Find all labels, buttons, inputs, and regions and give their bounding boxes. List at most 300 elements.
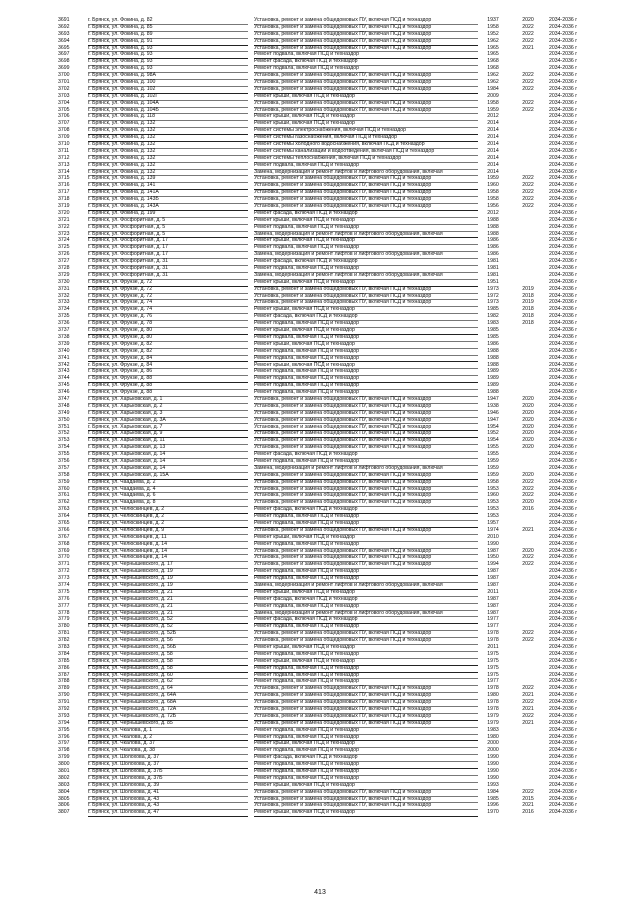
row-number: 3800	[58, 761, 70, 768]
row-work-type: Ремонт системы теплоснабжения, включая ПСД и техназдор	[254, 155, 478, 163]
row-number: 3719	[58, 203, 70, 210]
row-build-year: 2014	[487, 127, 499, 134]
row-number: 3720	[58, 209, 70, 216]
row-number: 3725	[58, 244, 70, 251]
row-build-year: 1953	[487, 506, 499, 513]
row-number: 3715	[58, 175, 70, 182]
row-work-type: Ремонт системы газоснабжения, включая ПСД и техназдор	[254, 134, 478, 142]
row-build-year: 1985	[487, 795, 499, 802]
row-work-type: Ремонт подвала, включая ПСД и техназдор	[254, 65, 478, 73]
row-work-type: Ремонт фасада, включая ПСД и техназдор	[254, 58, 478, 66]
row-address: г. Брянск, ул. Фокина, д. 143А	[88, 203, 248, 211]
row-build-year: 1947	[487, 416, 499, 423]
row-address: г. Брянск, ул. Чаадаева, д. 4	[88, 486, 248, 494]
row-number: 3695	[58, 44, 70, 51]
row-number: 3741	[58, 354, 70, 361]
row-address: г. Брянск, ул. Чаадаева, д. 6	[88, 492, 248, 500]
row-last-repair-year: 2022	[522, 85, 534, 92]
row-planned-period: 2034-2036 г	[549, 451, 578, 458]
row-number: 3704	[58, 99, 70, 106]
row-work-type: Установка, ремонт и замена общедомовых ПУ, включая ПСД и техназдор	[254, 286, 478, 294]
row-planned-period: 2034-2036 г	[549, 313, 578, 320]
table-row	[58, 224, 588, 231]
row-number: 3750	[58, 416, 70, 423]
table-row	[58, 451, 588, 458]
row-address: г. Брянск, ул. Челюскинцев, д. 2	[88, 506, 248, 514]
table-row	[58, 809, 588, 816]
table-row	[58, 93, 588, 100]
row-build-year: 1984	[487, 788, 499, 795]
table-row	[58, 520, 588, 527]
row-address: г. Брянск, ул. Чернышевского, д. 21	[88, 589, 248, 597]
row-build-year: 1988	[487, 216, 499, 223]
row-build-year: 2009	[487, 92, 499, 99]
table-row	[58, 86, 588, 93]
row-last-repair-year: 2016	[522, 506, 534, 513]
table-row	[58, 410, 588, 417]
row-work-type: Ремонт подвала, включая ПСД и техназдор	[254, 603, 478, 611]
row-planned-period: 2034-2036 г	[549, 402, 578, 409]
table-row	[58, 623, 588, 630]
row-work-type: Установка, ремонт и замена общедомовых ПУ, включая ПСД и техназдор	[254, 403, 478, 411]
row-planned-period: 2034-2036 г	[549, 533, 578, 540]
row-number: 3773	[58, 575, 70, 582]
row-number: 3738	[58, 333, 70, 340]
row-number: 3781	[58, 630, 70, 637]
row-build-year: 2014	[487, 120, 499, 127]
row-number: 3705	[58, 106, 70, 113]
row-last-repair-year: 2022	[522, 189, 534, 196]
row-address: г. Брянск, ул. Чернышевского, д. 64	[88, 685, 248, 693]
row-work-type: Установка, ремонт и замена общедомовых ПУ, включая ПСД и техназдор	[254, 17, 478, 25]
row-build-year: 1981	[487, 258, 499, 265]
row-work-type: Установка, ремонт и замена общедомовых ПУ, включая ПСД и техназдор	[254, 45, 478, 53]
table-row	[58, 375, 588, 382]
row-build-year: 1959	[487, 175, 499, 182]
row-last-repair-year: 2022	[522, 554, 534, 561]
row-planned-period: 2034-2036 г	[549, 437, 578, 444]
row-address: г. Брянск, ул. Фрунзе, д. 74	[88, 306, 248, 314]
row-build-year: 1955	[487, 451, 499, 458]
row-number: 3729	[58, 271, 70, 278]
table-row	[58, 554, 588, 561]
row-work-type: Ремонт подвала, включая ПСД и техназдор	[254, 355, 478, 363]
row-address: г. Брянск, ул. Фрунзе, д. 88	[88, 389, 248, 397]
row-build-year: 1986	[487, 340, 499, 347]
row-number: 3797	[58, 740, 70, 747]
row-planned-period: 2034-2036 г	[549, 175, 578, 182]
row-planned-period: 2034-2036 г	[549, 692, 578, 699]
row-address: г. Брянск, ул. Чернышевского, д. 62	[88, 678, 248, 686]
row-number: 3703	[58, 92, 70, 99]
row-work-type: Установка, ремонт и замена общедомовых ПУ, включая ПСД и техназдор	[254, 175, 478, 183]
row-work-type: Ремонт крыши, включая ПСД и техназдор	[254, 306, 478, 314]
row-planned-period: 2034-2036 г	[549, 209, 578, 216]
row-number: 3718	[58, 196, 70, 203]
table-row	[58, 79, 588, 86]
table-row	[58, 761, 588, 768]
row-number: 3765	[58, 519, 70, 526]
row-number: 3721	[58, 216, 70, 223]
row-work-type: Ремонт подвала, включая ПСД и техназдор	[254, 513, 478, 521]
row-last-repair-year: 2020	[522, 499, 534, 506]
row-build-year: 1955	[487, 444, 499, 451]
table-row	[58, 734, 588, 741]
row-planned-period: 2034-2036 г	[549, 85, 578, 92]
row-address: г. Брянск, ул. Чернышевского, д. 64А	[88, 692, 248, 700]
table-row	[58, 175, 588, 182]
row-build-year: 2014	[487, 147, 499, 154]
row-last-repair-year: 2022	[522, 478, 534, 485]
row-address: г. Брянск, ул. Чернышевского, д. 58	[88, 665, 248, 673]
row-planned-period: 2034-2036 г	[549, 747, 578, 754]
table-row	[58, 341, 588, 348]
row-address: г. Брянск, ул. Чернышевского, д. 19	[88, 575, 248, 583]
row-work-type: Ремонт крыши, включая ПСД и техназдор	[254, 362, 478, 370]
row-number: 3746	[58, 389, 70, 396]
row-planned-period: 2034-2036 г	[549, 23, 578, 30]
row-planned-period: 2034-2036 г	[549, 781, 578, 788]
row-address: г. Брянск, ул. Фрунзе, д. 84	[88, 355, 248, 363]
table-row	[58, 465, 588, 472]
row-build-year: 1979	[487, 712, 499, 719]
row-build-year: 2010	[487, 533, 499, 540]
row-last-repair-year: 2020	[522, 423, 534, 430]
row-address: г. Брянск, ул. Фрунзе, д. 88	[88, 375, 248, 383]
row-planned-period: 2034-2036 г	[549, 774, 578, 781]
row-number: 3708	[58, 127, 70, 134]
table-row	[58, 492, 588, 499]
row-build-year: 1987	[487, 602, 499, 609]
table-row	[58, 630, 588, 637]
row-planned-period: 2034-2036 г	[549, 230, 578, 237]
table-row	[58, 100, 588, 107]
row-build-year: 1988	[487, 347, 499, 354]
row-address: г. Брянск, ул. Челюскинцев, д. 14	[88, 554, 248, 562]
row-build-year: 1985	[487, 327, 499, 334]
row-build-year: 1985	[487, 306, 499, 313]
row-planned-period: 2034-2036 г	[549, 79, 578, 85]
table-row	[58, 713, 588, 720]
table-row	[58, 293, 588, 300]
row-last-repair-year: 2022	[522, 699, 534, 706]
row-address: г. Брянск, ул. Чернышевского, д. 52	[88, 623, 248, 631]
row-work-type: Ремонт подвала, включая ПСД и техназдор	[254, 520, 478, 528]
row-address: г. Брянск, ул. Фокина, д. 118	[88, 113, 248, 121]
row-number: 3747	[58, 395, 70, 402]
table-row	[58, 279, 588, 286]
row-number: 3717	[58, 189, 70, 196]
table-row	[58, 120, 588, 127]
row-address: г. Брянск, ул. Харьковская, д. 15А	[88, 472, 248, 480]
row-planned-period: 2034-2036 г	[549, 699, 578, 706]
row-work-type: Ремонт крыши, включая ПСД и техназдор	[254, 740, 478, 748]
row-build-year: 1959	[487, 457, 499, 464]
row-work-type: Установка, ремонт и замена общедомовых ПУ, включая ПСД и техназдор	[254, 796, 478, 804]
row-address: г. Брянск, ул. Фрунзе, д. 80	[88, 334, 248, 342]
row-planned-period: 2034-2036 г	[549, 375, 578, 382]
row-build-year: 1937	[487, 17, 499, 23]
row-planned-period: 2034-2036 г	[549, 306, 578, 313]
row-work-type: Ремонт крыши, включая ПСД и техназдор	[254, 782, 478, 790]
table-row	[58, 58, 588, 65]
row-planned-period: 2034-2036 г	[549, 575, 578, 582]
row-planned-period: 2034-2036 г	[549, 761, 578, 768]
row-address: г. Брянск, ул. Чкалова, д. 37	[88, 740, 248, 748]
row-work-type: Установка, ремонт и замена общедомовых ПУ, включая ПСД и техназдор	[254, 637, 478, 645]
row-number: 3779	[58, 616, 70, 623]
table-row	[58, 148, 588, 155]
table-row	[58, 561, 588, 568]
row-address: г. Брянск, ул. Фрунзе, д. 80	[88, 327, 248, 335]
row-address: г. Брянск, ул. Челюскинцев, д. 9	[88, 527, 248, 535]
row-build-year: 1958	[487, 23, 499, 30]
row-number: 3735	[58, 313, 70, 320]
row-last-repair-year: 2018	[522, 306, 534, 313]
row-work-type: Установка, ремонт и замена общедомовых ПУ, включая ПСД и техназдор	[254, 479, 478, 487]
row-number: 3783	[58, 643, 70, 650]
row-number: 3699	[58, 65, 70, 72]
row-work-type: Ремонт подвала, включая ПСД и техназдор	[254, 575, 478, 583]
row-work-type: Установка, ремонт и замена общедомовых ПУ, включая ПСД и техназдор	[254, 79, 478, 87]
row-planned-period: 2034-2036 г	[549, 271, 578, 278]
row-work-type: Ремонт системы канализации и водоотведения, включая ПСД и техназдор	[254, 148, 478, 156]
row-number: 3712	[58, 154, 70, 161]
row-work-type: Установка, ремонт и замена общедомовых ПУ, включая ПСД и техназдор	[254, 699, 478, 707]
row-address: г. Брянск, ул. Фокина, д. 132	[88, 141, 248, 149]
row-work-type: Ремонт системы электроснабжения, включая ПСД и техназдор	[254, 127, 478, 135]
row-last-repair-year: 2021	[522, 692, 534, 699]
table-row	[58, 802, 588, 809]
row-last-repair-year: 2022	[522, 630, 534, 637]
table-row	[58, 616, 588, 623]
row-work-type: Установка, ремонт и замена общедомовых ПУ, включая ПСД и техназдор	[254, 189, 478, 197]
row-number: 3711	[58, 147, 70, 154]
row-address: г. Брянск, ул. Чернышевского, д. 21	[88, 610, 248, 618]
row-address: г. Брянск, ул. Фокина, д. 82	[88, 17, 248, 25]
row-address: г. Брянск, ул. Чернышевского, д. 56Б	[88, 644, 248, 652]
row-last-repair-year: 2020	[522, 471, 534, 478]
row-build-year: 1987	[487, 595, 499, 602]
row-planned-period: 2034-2036 г	[549, 189, 578, 196]
row-work-type: Установка, ремонт и замена общедомовых ПУ, включая ПСД и техназдор	[254, 430, 478, 438]
table-row	[58, 196, 588, 203]
row-build-year: 1970	[487, 809, 499, 816]
row-number: 3804	[58, 788, 70, 795]
row-address: г. Брянск, ул. Фокина, д. 100	[88, 79, 248, 87]
row-build-year: 1986	[487, 244, 499, 251]
row-address: г. Брянск, ул. Чернышевского, д. 58	[88, 658, 248, 666]
row-number: 3788	[58, 678, 70, 685]
row-work-type: Установка, ремонт и замена общедомовых ПУ, включая ПСД и техназдор	[254, 561, 478, 569]
row-work-type: Установка, ремонт и замена общедомовых ПУ, включая ПСД и техназдор	[254, 472, 478, 480]
row-planned-period: 2034-2036 г	[549, 706, 578, 712]
table-row	[58, 430, 588, 437]
row-planned-period: 2034-2036 г	[549, 168, 578, 175]
row-work-type: Ремонт крыши, включая ПСД и техназдор	[254, 327, 478, 335]
row-address: г. Брянск, ул. Чернышевского, д. 60	[88, 672, 248, 680]
row-work-type: Ремонт фасада, включая ПСД и техназдор	[254, 754, 478, 762]
row-build-year: 1996	[487, 802, 499, 809]
row-planned-period: 2034-2036 г	[549, 37, 578, 44]
row-build-year: 1987	[487, 547, 499, 554]
row-work-type: Ремонт крыши, включая ПСД и техназдор	[254, 120, 478, 128]
row-address: г. Брянск, ул. Фокина, д. 132	[88, 162, 248, 170]
table-row	[58, 313, 588, 320]
row-build-year: 1947	[487, 395, 499, 402]
row-address: г. Брянск, ул. Челюскинцев, д. 14	[88, 541, 248, 549]
row-planned-period: 2034-2036 г	[549, 30, 578, 37]
row-build-year: 1982	[487, 313, 499, 320]
row-work-type: Ремонт фасада, включая ПСД и техназдор	[254, 210, 478, 218]
row-address: г. Брянск, ул. Фокина, д. 89	[88, 31, 248, 39]
row-number: 3789	[58, 685, 70, 692]
table-row	[58, 672, 588, 679]
row-planned-period: 2034-2036 г	[549, 588, 578, 595]
row-work-type: Установка, ремонт и замена общедомовых ПУ, включая ПСД и техназдор	[254, 486, 478, 494]
row-build-year: 1956	[487, 203, 499, 210]
row-planned-period: 2034-2036 г	[549, 182, 578, 189]
row-planned-period: 2034-2036 г	[549, 58, 578, 65]
row-work-type: Ремонт подвала, включая ПСД и техназдор	[254, 320, 478, 328]
row-planned-period: 2034-2036 г	[549, 141, 578, 148]
table-row	[58, 548, 588, 555]
row-build-year: 2000	[487, 740, 499, 747]
row-build-year: 1952	[487, 30, 499, 37]
row-address: г. Брянск, ул. Фокина, д. 199	[88, 210, 248, 218]
row-last-repair-year: 2022	[522, 712, 534, 719]
row-planned-period: 2034-2036 г	[549, 244, 578, 251]
row-work-type: Установка, ремонт и замена общедомовых ПУ, включая ПСД и техназдор	[254, 107, 478, 115]
row-planned-period: 2034-2036 г	[549, 685, 578, 692]
row-last-repair-year: 2020	[522, 395, 534, 402]
row-address: г. Брянск, ул. Челюскинцев, д. 11	[88, 534, 248, 542]
row-work-type: Установка, ремонт и замена общедомовых ПУ, включая ПСД и техназдор	[254, 437, 478, 445]
row-planned-period: 2034-2036 г	[549, 664, 578, 671]
row-build-year: 1994	[487, 561, 499, 568]
row-last-repair-year: 2020	[522, 17, 534, 23]
row-work-type: Ремонт подвала, включая ПСД и техназдор	[254, 244, 478, 252]
row-address: г. Брянск, ул. Шолохова, д. 37Б	[88, 768, 248, 776]
row-work-type: Установка, ремонт и замена общедомовых ПУ, включая ПСД и техназдор	[254, 713, 478, 721]
table-row	[58, 685, 588, 692]
row-build-year: 2014	[487, 141, 499, 148]
row-build-year: 1986	[487, 251, 499, 258]
row-number: 3785	[58, 657, 70, 664]
row-build-year: 2014	[487, 161, 499, 168]
row-planned-period: 2034-2036 г	[549, 643, 578, 650]
table-row	[58, 45, 588, 52]
row-build-year: 1987	[487, 568, 499, 575]
row-build-year: 1981	[487, 265, 499, 272]
row-planned-period: 2034-2036 г	[549, 99, 578, 106]
row-last-repair-year: 2022	[522, 99, 534, 106]
row-work-type: Ремонт подвала, включая ПСД и техназдор	[254, 334, 478, 342]
row-build-year: 1987	[487, 609, 499, 616]
row-address: г. Брянск, ул. Фокина, д. 91	[88, 38, 248, 46]
row-last-repair-year: 2022	[522, 492, 534, 499]
row-planned-period: 2034-2036 г	[549, 147, 578, 154]
row-address: г. Брянск, ул. Чернышевского, д. 52	[88, 616, 248, 624]
row-planned-period: 2034-2036 г	[549, 285, 578, 292]
row-address: г. Брянск, ул. Харьковская, д. 9	[88, 430, 248, 438]
row-last-repair-year: 2021	[522, 706, 534, 712]
row-planned-period: 2034-2036 г	[549, 568, 578, 575]
row-work-type: Установка, ремонт и замена общедомовых ПУ, включая ПСД и техназдор	[254, 86, 478, 94]
row-build-year: 1957	[487, 519, 499, 526]
row-number: 3755	[58, 451, 70, 458]
row-address: г. Брянск, ул. Шолохова, д. 47	[88, 809, 248, 817]
table-row	[58, 637, 588, 644]
row-number: 3693	[58, 30, 70, 37]
row-work-type: Установка, ремонт и замена общедомовых ПУ, включая ПСД и техназдор	[254, 630, 478, 638]
row-build-year: 1953	[487, 513, 499, 520]
row-number: 3767	[58, 533, 70, 540]
row-work-type: Ремонт подвала, включая ПСД и техназдор	[254, 265, 478, 273]
table-row	[58, 747, 588, 754]
row-work-type: Ремонт подвала, включая ПСД и техназдор	[254, 651, 478, 659]
row-address: г. Брянск, ул. Фокина, д. 93	[88, 58, 248, 66]
row-address: г. Брянск, ул. Чаадаева, д. 2	[88, 479, 248, 487]
row-build-year: 1959	[487, 464, 499, 471]
row-number: 3726	[58, 251, 70, 258]
row-work-type: Ремонт крыши, включая ПСД и техназдор	[254, 237, 478, 245]
row-address: г. Брянск, ул. Чаадаева, д. 8	[88, 499, 248, 507]
row-number: 3751	[58, 423, 70, 430]
table-row	[58, 665, 588, 672]
row-build-year: 1959	[487, 471, 499, 478]
row-work-type: Ремонт крыши, включая ПСД и техназдор	[254, 534, 478, 542]
row-work-type: Ремонт фасада, включая ПСД и техназдор	[254, 596, 478, 604]
row-build-year: 1975	[487, 664, 499, 671]
row-build-year: 1990	[487, 768, 499, 774]
row-build-year: 1986	[487, 237, 499, 244]
row-number: 3786	[58, 664, 70, 671]
row-planned-period: 2034-2036 г	[549, 389, 578, 396]
row-number: 3714	[58, 168, 70, 175]
row-number: 3701	[58, 79, 70, 85]
row-work-type: Ремонт подвала, включая ПСД и техназдор	[254, 623, 478, 631]
table-row	[58, 437, 588, 444]
table-row	[58, 210, 588, 217]
row-build-year: 2012	[487, 113, 499, 120]
row-last-repair-year: 2019	[522, 285, 534, 292]
row-number: 3777	[58, 602, 70, 609]
table-row	[58, 513, 588, 520]
row-last-repair-year: 2022	[522, 196, 534, 203]
row-number: 3691	[58, 17, 70, 23]
row-address: г. Брянск, ул. Фокина, д. 141А	[88, 189, 248, 197]
row-build-year: 2014	[487, 168, 499, 175]
row-address: г. Брянск, ул. Челюскинцев, д. 14	[88, 548, 248, 556]
row-last-repair-year: 2020	[522, 409, 534, 416]
row-planned-period: 2034-2036 г	[549, 616, 578, 623]
row-number: 3759	[58, 478, 70, 485]
row-number: 3774	[58, 581, 70, 588]
row-number: 3772	[58, 568, 70, 575]
row-address: г. Брянск, ул. Фокина, д. 132	[88, 169, 248, 177]
row-planned-period: 2034-2036 г	[549, 340, 578, 347]
row-build-year: 1952	[487, 430, 499, 437]
row-number: 3753	[58, 437, 70, 444]
row-build-year: 1988	[487, 354, 499, 361]
row-address: г. Брянск, ул. Фосфоритная, д. 5	[88, 231, 248, 239]
row-address: г. Брянск, ул. Харьковская, д. 2	[88, 403, 248, 411]
table-row	[58, 244, 588, 251]
row-last-repair-year: 2022	[522, 685, 534, 692]
row-address: г. Брянск, ул. Чернышевского, д. 72Б	[88, 713, 248, 721]
row-last-repair-year: 2022	[522, 23, 534, 30]
